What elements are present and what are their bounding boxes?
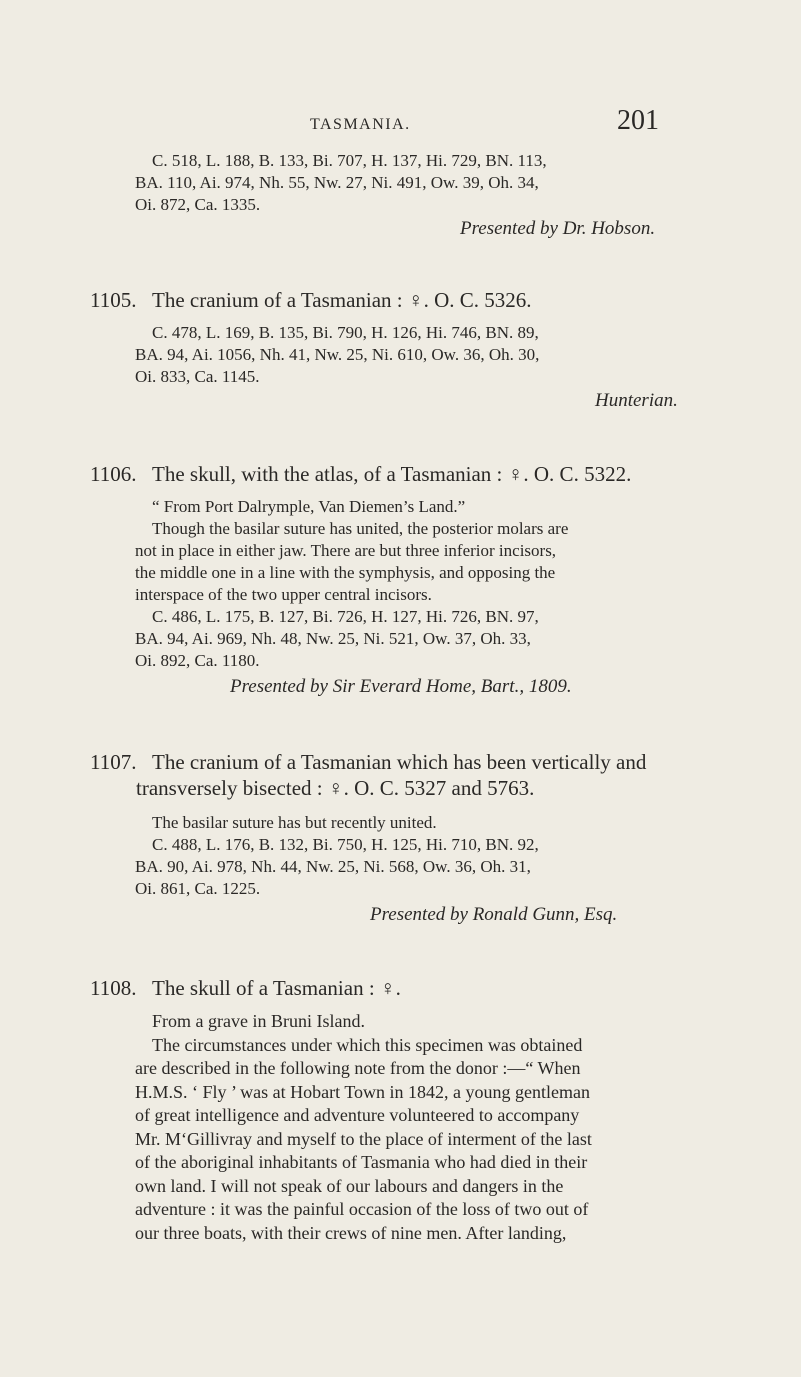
credit-line: Hunterian. — [595, 390, 678, 411]
measurements-block: C. 518, L. 188, B. 133, Bi. 707, H. 137, Hi. 729, BN. 113, BA. 110, Ai. 974, Nh. 55, Nw. 27, Ni. 491, Ow. 39, Oh. 34, Oi. 872, Ca. 1335. — [135, 151, 547, 214]
entry-number: 1106. — [90, 462, 137, 486]
entry-heading-continued: transversely bisected : ♀. O. C. 5327 and 5763. — [136, 776, 535, 800]
entry-number: 1107. — [90, 750, 137, 774]
entry-heading: The cranium of a Tasmanian which has been vertically and — [152, 750, 647, 774]
entry-number: 1108. — [90, 976, 137, 1000]
entry-description: The basilar suture has but recently united. — [152, 813, 437, 832]
measurements-block: C. 486, L. 175, B. 127, Bi. 726, H. 127, Hi. 726, BN. 97, BA. 94, Ai. 969, Nh. 48, Nw. 25, Ni. 521, Ow. 37, Oh. 33, Oi. 892, Ca. 1180. — [135, 607, 539, 670]
credit-line: Presented by Dr. Hobson. — [460, 218, 656, 239]
entry-heading: The skull, with the atlas, of a Tasmanian : ♀. O. C. 5322. — [152, 462, 632, 486]
credit-line: Presented by Ronald Gunn, Esq. — [370, 904, 618, 925]
entry-description: From a grave in Bruni Island. The circumstances under which this specimen was obtained are described in the following note from the donor :—“ When H.M.S. ‘ Fly ’ was at Hobart Town in 1842, a young gentleman of great intelligence and adventure volunteered to accompany Mr. M‘Gillivray and myself to the place of interment of the last of the aboriginal inhabitants of Tasmania who had died in their own land. I will not speak of our labours and dangers in the adventure : it was the painful occasion of the loss of two out of our three boats, with their crews of nine men. After landing, — [135, 1011, 592, 1243]
entry-number: 1105. — [90, 288, 137, 312]
credit-line: Presented by Sir Everard Home, Bart., 1809. — [230, 676, 572, 697]
measurements-block: C. 478, L. 169, B. 135, Bi. 790, H. 126, Hi. 746, BN. 89, BA. 94, Ai. 1056, Nh. 41, Nw. 25, Ni. 610, Ow. 36, Oh. 30, Oi. 833, Ca. 1145. — [135, 323, 540, 386]
entry-heading: The cranium of a Tasmanian : ♀. O. C. 5326. — [152, 288, 532, 312]
page-number: 201 — [617, 105, 659, 136]
entry-description: “ From Port Dalrymple, Van Diemen’s Land.” Though the basilar suture has united, the posterior molars are not in place in either jaw. There are but three inferior incisors, the middle one in a line with the symphysis, and opposing the interspace of the two upper central incisors. — [135, 497, 569, 604]
measurements-block: C. 488, L. 176, B. 132, Bi. 750, H. 125, Hi. 710, BN. 92, BA. 90, Ai. 978, Nh. 44, Nw. 25, Ni. 568, Ow. 36, Oh. 31, Oi. 861, Ca. 1225. — [135, 835, 539, 898]
running-header-title: TASMANIA. — [310, 116, 411, 133]
entry-heading: The skull of a Tasmanian : ♀. — [152, 976, 401, 1000]
